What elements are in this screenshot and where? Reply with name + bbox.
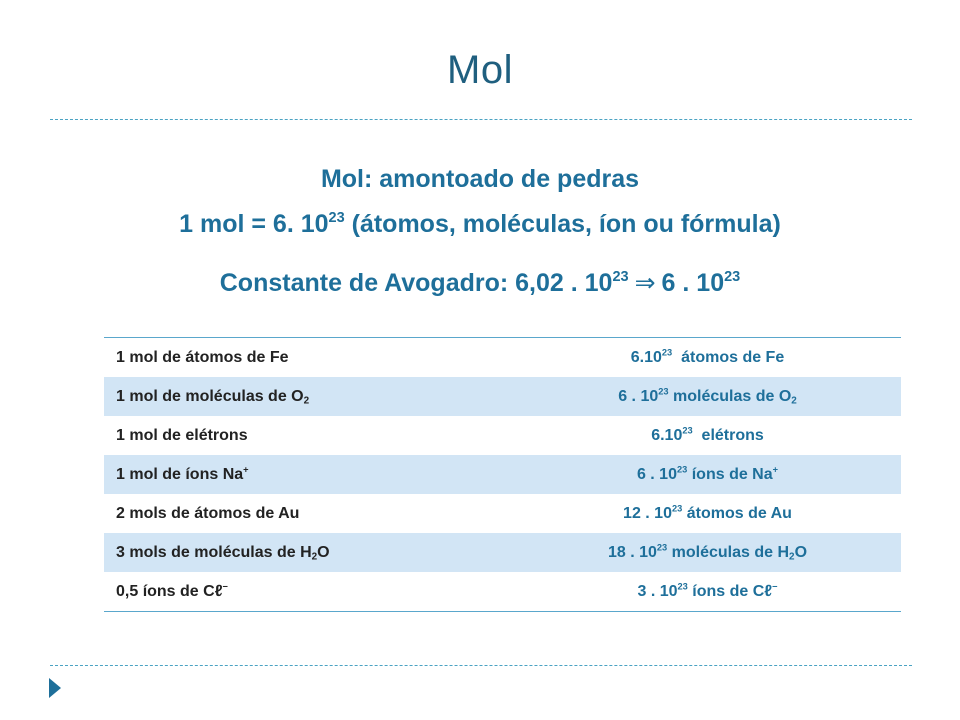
avogadro-approx-exponent: 23: [724, 268, 741, 285]
right-cell-segment: 23: [677, 581, 688, 592]
headline-mol-equals-exponent: 23: [328, 209, 345, 226]
right-cell-segment: 18 . 10: [607, 543, 657, 561]
right-cell-segment: −: [772, 581, 778, 592]
right-cell-segment: íons de Cℓ: [687, 582, 773, 600]
left-cell-segment: −: [222, 581, 228, 592]
right-cell-segment: átomos de Fe: [672, 348, 785, 366]
count-cell: [514, 466, 901, 484]
right-cell-segment: 23: [682, 425, 693, 436]
right-cell-segment: 6.10: [651, 426, 683, 444]
left-cell-segment: 3 mols de moléculas de H: [116, 543, 312, 561]
implies-arrow-icon: ⇒: [634, 269, 656, 297]
right-cell-segment: 3 . 10: [637, 582, 678, 600]
quantity-cell: [104, 388, 514, 406]
count-cell: [514, 544, 901, 562]
right-cell-segment: +: [772, 464, 779, 475]
bottom-divider: [50, 665, 912, 666]
quantity-cell: [104, 505, 514, 523]
table-row: [104, 416, 901, 455]
table-row: [104, 455, 901, 494]
right-cell-segment: 23: [671, 503, 683, 514]
right-cell-segment: elétrons: [692, 426, 764, 444]
count-cell: [514, 583, 901, 601]
left-cell-segment: 1 mol de moléculas de O: [116, 387, 304, 405]
right-cell-segment: 2: [789, 550, 795, 562]
right-cell-segment: moléculas de O: [668, 387, 792, 405]
count-cell: [514, 427, 901, 445]
mol-conversion-table: [104, 337, 901, 612]
headline-avogadro: [0, 268, 960, 298]
left-cell-segment: +: [243, 464, 249, 475]
avogadro-exponent: 23: [612, 268, 629, 285]
right-cell-segment: 23: [656, 542, 668, 553]
left-cell-segment: 2: [303, 394, 310, 406]
play-triangle-icon: [49, 678, 61, 698]
right-cell-segment: 6.10: [630, 348, 662, 366]
right-cell-segment: átomos de Au: [682, 504, 792, 522]
right-cell-segment: 6 . 10: [636, 465, 677, 483]
right-cell-segment: O: [794, 543, 808, 561]
right-cell-segment: 23: [658, 386, 669, 397]
left-cell-segment: 0,5 íons de Cℓ: [116, 582, 223, 600]
avogadro-approx: 6 . 10: [661, 269, 725, 297]
table-row: [104, 533, 901, 572]
quantity-cell: [104, 466, 514, 484]
right-cell-segment: íons de Na: [687, 465, 773, 483]
quantity-cell: [104, 349, 514, 367]
left-cell-segment: 1 mol de íons Na: [116, 465, 244, 483]
headline-mol-equals: [0, 210, 960, 239]
slide-title: Mol: [447, 48, 513, 92]
table-row: [104, 377, 901, 416]
quantity-cell: [104, 427, 514, 445]
right-cell-segment: moléculas de H: [667, 543, 790, 561]
right-cell-segment: 2: [791, 394, 797, 406]
table-row: [104, 338, 901, 377]
headline-mol-definition: Mol: amontoado de pedras: [320, 165, 640, 193]
table-row: [104, 572, 901, 611]
table-row: [104, 494, 901, 533]
left-cell-segment: 1 mol de elétrons: [116, 426, 248, 444]
headline-mol-equals-tail: (átomos, moléculas, íon ou fórmula): [344, 210, 781, 238]
headline-mol-equals-base: 1 mol = 6. 10: [179, 210, 329, 238]
count-cell: [514, 505, 901, 523]
count-cell: [514, 388, 901, 406]
left-cell-segment: 2 mols de átomos de Au: [116, 504, 300, 522]
count-cell: [514, 349, 901, 367]
quantity-cell: [104, 583, 514, 601]
quantity-cell: [104, 544, 514, 562]
avogadro-label: Constante de Avogadro: 6,02 . 10: [219, 269, 613, 297]
left-cell-segment: O: [317, 543, 330, 561]
left-cell-segment: 2: [311, 550, 318, 562]
right-cell-segment: 23: [676, 464, 688, 475]
top-divider: [50, 119, 912, 120]
right-cell-segment: 6 . 10: [618, 387, 659, 405]
left-cell-segment: 1 mol de átomos de Fe: [116, 348, 289, 366]
right-cell-segment: 23: [661, 347, 673, 358]
right-cell-segment: 12 . 10: [623, 504, 672, 522]
